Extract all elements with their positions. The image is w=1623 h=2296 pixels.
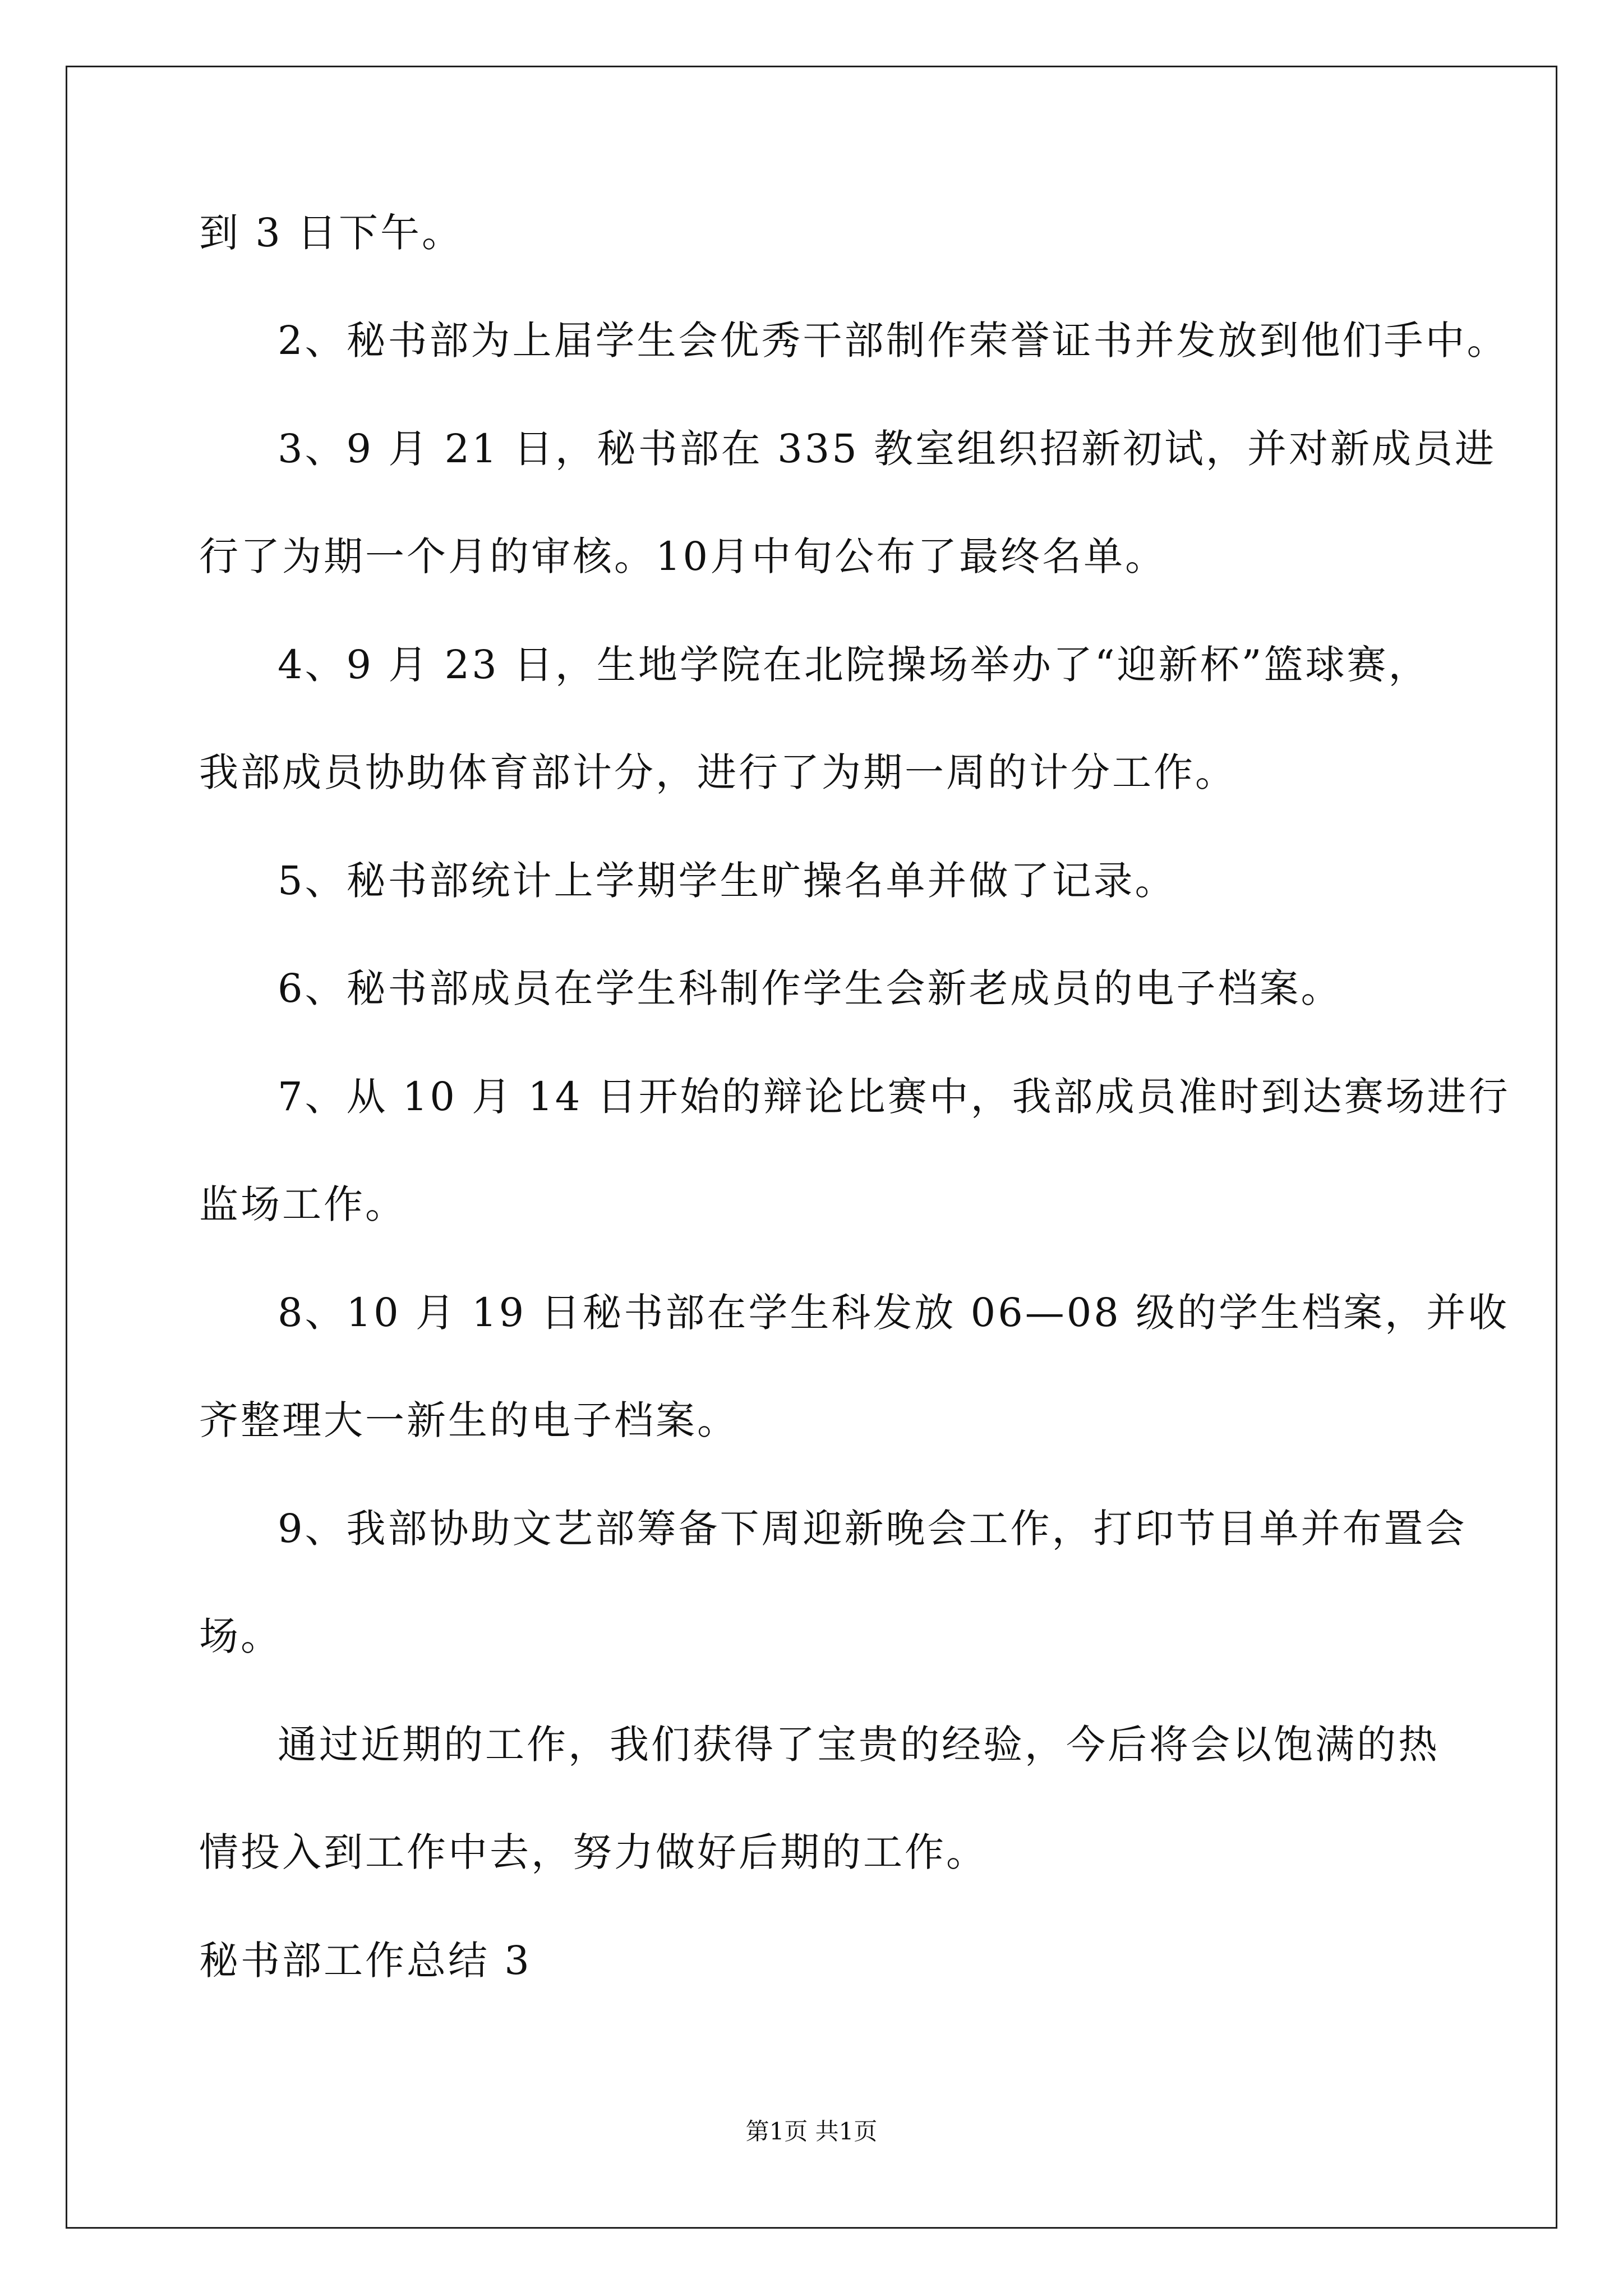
- page-footer: 第1页 共1页: [745, 2118, 878, 2145]
- text-line: 9、我部协助文艺部筹备下周迎新晚会工作，打印节目单并布置会: [278, 1506, 1467, 1552]
- text-line: 5、秘书部统计上学期学生旷操名单并做了记录。: [278, 858, 1177, 904]
- text-line: 监场工作。: [199, 1181, 407, 1227]
- text-line: 到 3 日下午。: [199, 210, 464, 256]
- text-line: 4、9 月 23 日，生地学院在北院操场举办了“迎新杯”篮球赛，: [278, 642, 1430, 688]
- text-line: 场。: [199, 1613, 282, 1659]
- text-line: 6、秘书部成员在学生科制作学生会新老成员的电子档案。: [278, 965, 1343, 1011]
- text-line: 情投入到工作中去，努力做好后期的工作。: [199, 1829, 988, 1875]
- section-heading: 秘书部工作总结 3: [199, 1938, 532, 1984]
- text-line: 齐整理大一新生的电子档案。: [199, 1397, 739, 1443]
- text-line: 行了为期一个月的审核。10月中旬公布了最终名单。: [199, 533, 1167, 579]
- text-line: 我部成员协助体育部计分，进行了为期一周的计分工作。: [199, 749, 1237, 795]
- page-border: [66, 66, 1557, 2229]
- text-line: 2、秘书部为上届学生会优秀干部制作荣誉证书并发放到他们手中。: [278, 318, 1509, 364]
- text-line: 7、从 10 月 14 日开始的辩论比赛中，我部成员准时到达赛场进行: [278, 1074, 1510, 1120]
- text-line: 3、9 月 21 日，秘书部在 335 教室组织招新初试，并对新成员进: [278, 426, 1497, 472]
- text-line: 通过近期的工作，我们获得了宝贵的经验，今后将会以饱满的热: [278, 1722, 1440, 1768]
- text-line: 8、10 月 19 日秘书部在学生科发放 06—08 级的学生档案，并收: [278, 1290, 1510, 1336]
